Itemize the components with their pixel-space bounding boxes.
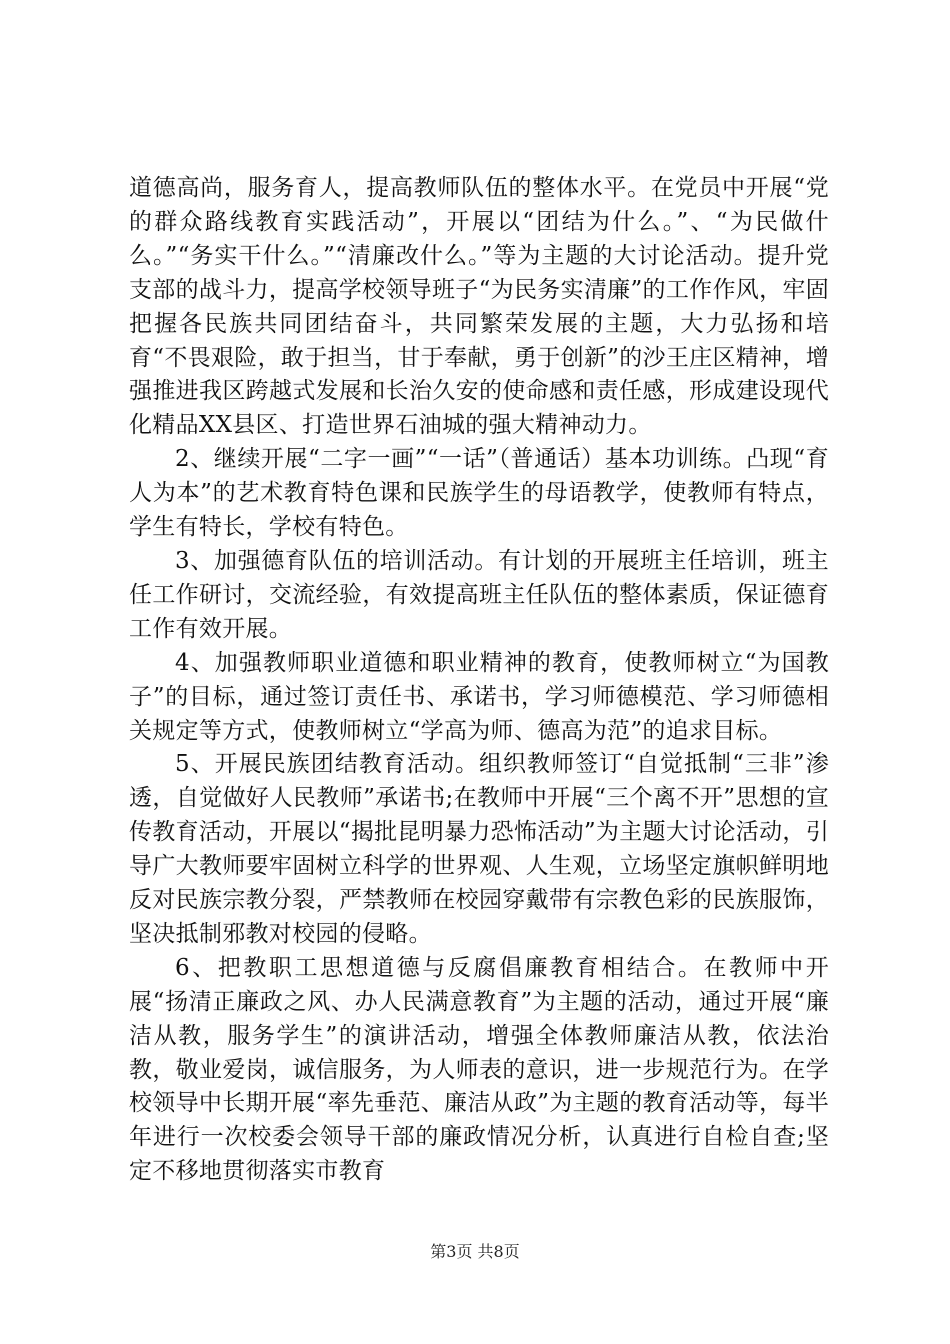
document-body <box>129 172 829 1189</box>
paragraph-item-4: 4、加强教师职业道德和职业精神的教育，使教师树立“为国教子”的目标，通过签订责任书、承诺书，学习师德模范、学习师德相关规定等方式，使教师树立“学高为师、德高为范”的追求目标。 <box>129 649 829 744</box>
paragraph-item-5: 5、开展民族团结教育活动。组织教师签订“自觉抵制“三非”渗透，自觉做好人民教师”承诺书;在教师中开展“三个离不开”思想的宣传教育活动，开展以“揭批昆明暴力恐怖活动”为主题大讨论活动，引导广大教师要牢固树立科学的世界观、人生观，立场坚定旗帜鲜明地反对民族宗教分裂，严禁教师在校园穿戴带有宗教色彩的民族服饰，坚决抵制邪教对校园的侵略。 <box>129 751 829 947</box>
paragraph-item-6: 6、把教职工思想道德与反腐倡廉教育相结合。在教师中开展“扬清正廉政之风、办人民满意教育”为主题的活动，通过开展“廉洁从教，服务学生”的演讲活动，增强全体教师廉洁从教，依法治教，敬业爱岗，诚信服务，为人师表的意识，进一步规范行为。在学校领导中长期开展“率先垂范、廉洁从政”为主题的教育活动等，每半年进行一次校委会领导干部的廉政情况分析，认真进行自检自查;坚定不移地贯彻落实市教育 <box>129 954 829 1185</box>
paragraph-item-2: 2、继续开展“二字一画”“一话”（普通话）基本功训练。凸现“育人为本”的艺术教育特色课和民族学生的母语教学，使教师有特点，学生有特长，学校有特色。 <box>129 446 829 541</box>
paragraph-continuation: 道德高尚，服务育人，提高教师队伍的整体水平。在党员中开展“党的群众路线教育实践活动”，开展以“团结为什么。”、“为民做什么。”“务实干什么。”“清廉改什么。”等为主题的大讨论活动。提升党支部的战斗力，提高学校领导班子“为民务实清廉”的工作作风，牢固把握各民族共同团结奋斗，共同繁荣发展的主题，大力弘扬和培育“不畏艰险，敢于担当，甘于奉献，勇于创新”的沙王庄区精神，增强推进我区跨越式发展和长治久安的使命感和责任感，形成建设现代化精品XX县区、打造世界石油城的强大精神动力。 <box>129 175 829 439</box>
paragraph-item-3: 3、加强德育队伍的培训活动。有计划的开展班主任培训，班主任工作研讨，交流经验，有效提高班主任队伍的整体素质，保证德育工作有效开展。 <box>129 547 829 642</box>
page-number-footer: 第3页 共8页 <box>430 1242 520 1261</box>
